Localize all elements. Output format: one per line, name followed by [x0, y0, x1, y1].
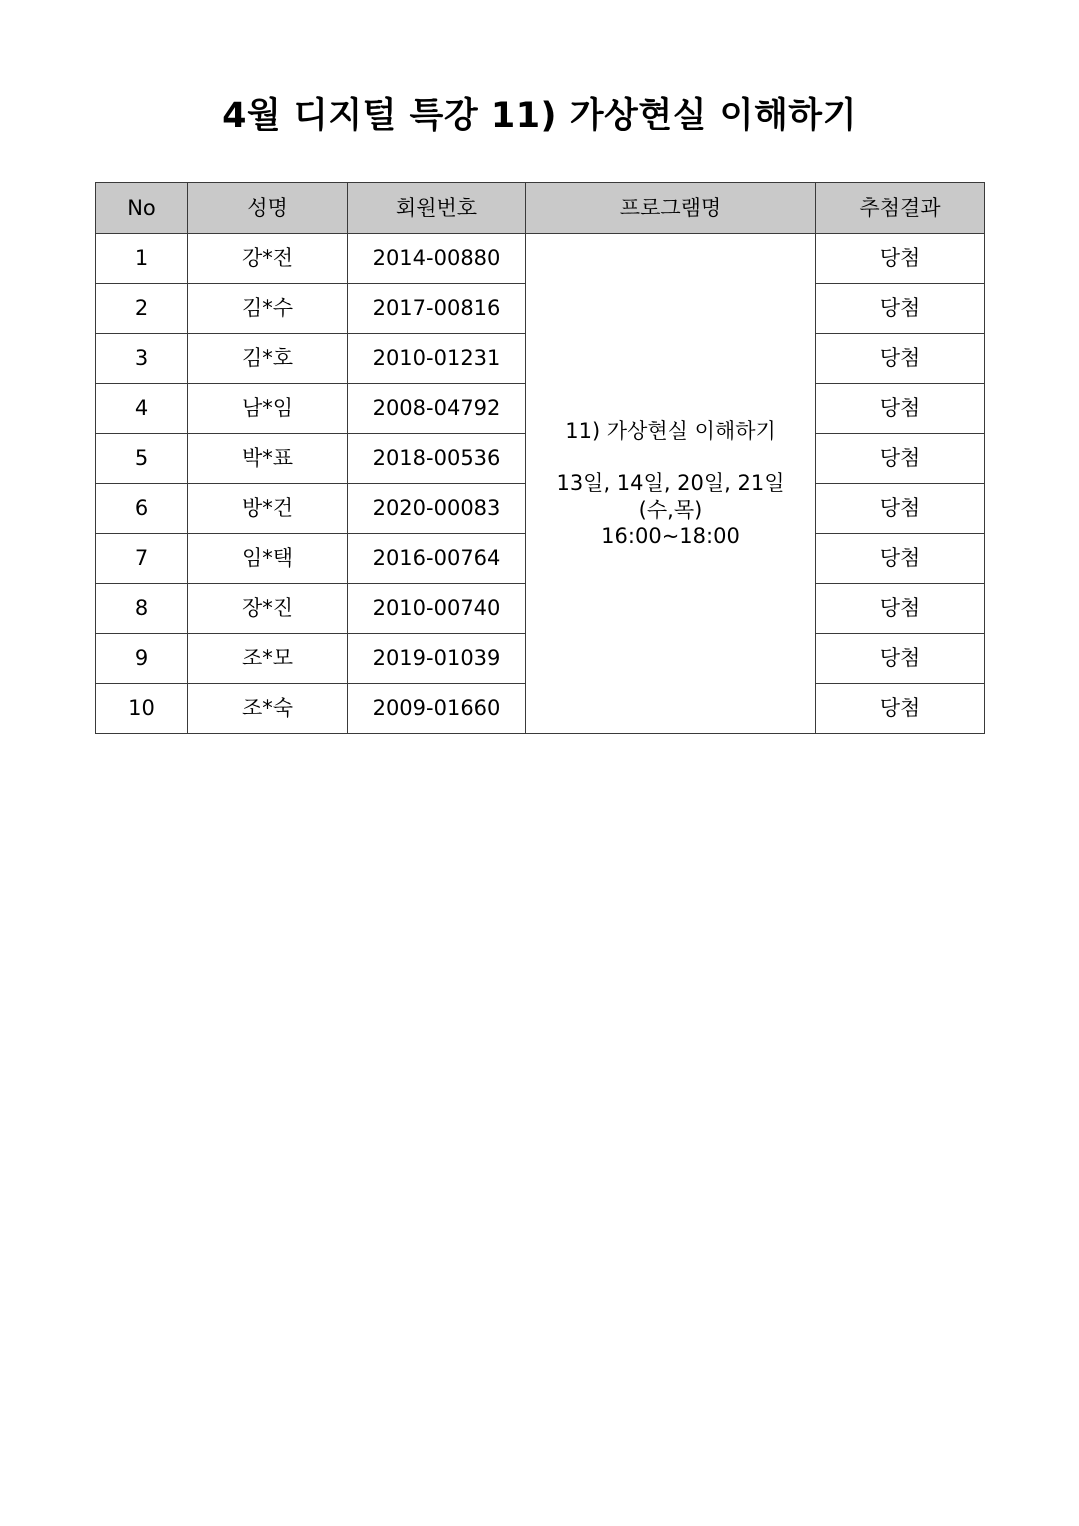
cell-no: 8 [96, 584, 188, 634]
cell-no: 7 [96, 534, 188, 584]
page-title: 4월 디지털 특강 11) 가상현실 이해하기 [222, 96, 857, 136]
cell-name: 김*수 [188, 284, 348, 334]
column-header-no: No [96, 183, 188, 234]
cell-no: 6 [96, 484, 188, 534]
program-name: 11) 가상현실 이해하기 [565, 419, 776, 443]
cell-name: 방*건 [188, 484, 348, 534]
cell-no: 9 [96, 634, 188, 684]
cell-member-no: 2018-00536 [348, 434, 526, 484]
cell-member-no: 2020-00083 [348, 484, 526, 534]
cell-member-no: 2008-04792 [348, 384, 526, 434]
program-dates: 13일, 14일, 20일, 21일 [556, 471, 785, 496]
table-row [96, 234, 985, 284]
cell-name: 남*임 [188, 384, 348, 434]
cell-no: 1 [96, 234, 188, 284]
table-header-row [96, 183, 985, 234]
cell-result: 당첨 [816, 384, 985, 434]
cell-result: 당첨 [816, 534, 985, 584]
cell-result: 당첨 [816, 334, 985, 384]
column-header-member-no: 회원번호 [348, 183, 526, 234]
column-header-result: 추첨결과 [816, 183, 985, 234]
cell-name: 강*전 [188, 234, 348, 284]
cell-member-no: 2010-00740 [348, 584, 526, 634]
cell-no: 2 [96, 284, 188, 334]
cell-name: 임*택 [188, 534, 348, 584]
cell-member-no: 2010-01231 [348, 334, 526, 384]
cell-name: 김*호 [188, 334, 348, 384]
cell-name: 조*모 [188, 634, 348, 684]
program-time: 16:00~18:00 [601, 523, 740, 548]
cell-member-no: 2019-01039 [348, 634, 526, 684]
cell-name: 조*숙 [188, 684, 348, 734]
column-header-name: 성명 [188, 183, 348, 234]
cell-name: 박*표 [188, 434, 348, 484]
lottery-result-table-container [0, 182, 1079, 734]
cell-result: 당첨 [816, 634, 985, 684]
lottery-result-table [95, 182, 985, 734]
cell-result: 당첨 [816, 584, 985, 634]
cell-result: 당첨 [816, 684, 985, 734]
cell-result: 당첨 [816, 434, 985, 484]
cell-program-info [526, 234, 816, 734]
column-header-program: 프로그램명 [526, 183, 816, 234]
cell-no: 5 [96, 434, 188, 484]
cell-no: 3 [96, 334, 188, 384]
cell-name: 장*진 [188, 584, 348, 634]
cell-result: 당첨 [816, 284, 985, 334]
cell-no: 10 [96, 684, 188, 734]
cell-member-no: 2009-01660 [348, 684, 526, 734]
cell-member-no: 2017-00816 [348, 284, 526, 334]
cell-member-no: 2016-00764 [348, 534, 526, 584]
program-weekdays: (수,목) [638, 497, 703, 522]
cell-result: 당첨 [816, 484, 985, 534]
cell-member-no: 2014-00880 [348, 234, 526, 284]
cell-no: 4 [96, 384, 188, 434]
cell-result: 당첨 [816, 234, 985, 284]
